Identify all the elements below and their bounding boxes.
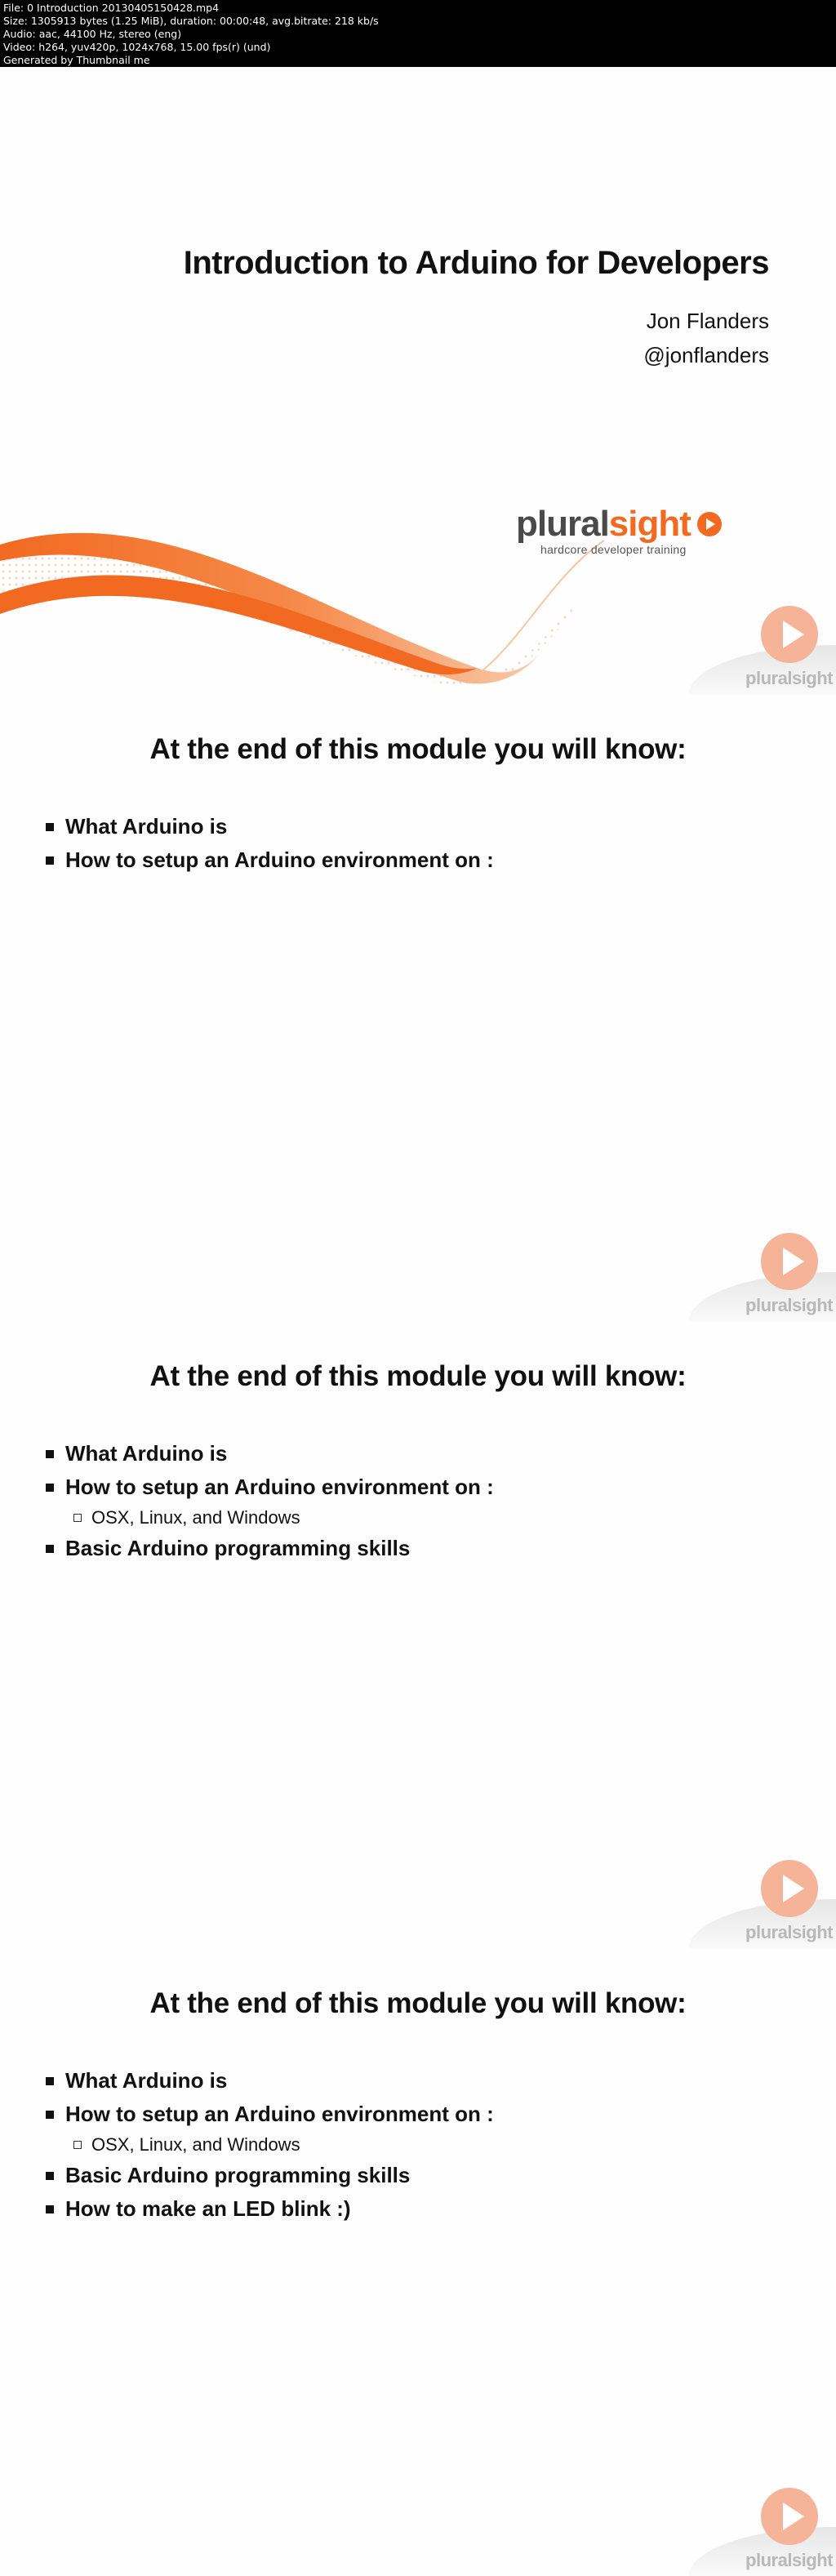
file-info-header: [0, 0, 836, 67]
bullet-list: [46, 1437, 494, 1565]
pluralsight-watermark: [681, 604, 836, 694]
objectives-slide: [0, 694, 836, 1321]
watermark-text: pluralsight: [745, 668, 833, 688]
bullet-list: [46, 2064, 494, 2226]
bullet-item: Basic Arduino programming skills: [46, 1532, 494, 1565]
logo-wordmark: [516, 504, 691, 545]
bullet-item: How to setup an Arduino environment on :: [46, 843, 494, 877]
author-handle: @jonflanders: [643, 343, 769, 367]
course-title: Introduction to Arduino for Developers: [183, 245, 769, 281]
watermark-text: pluralsight: [745, 1922, 833, 1942]
slide-heading: At the end of this module you will know:: [149, 733, 687, 765]
play-icon: [697, 512, 722, 536]
objectives-slide: [0, 1948, 836, 2576]
sub-bullet-item: OSX, Linux, and Windows: [46, 1504, 494, 1532]
pluralsight-watermark: [681, 1858, 836, 1948]
logo-tagline: hardcore developer training: [540, 543, 687, 556]
bullet-item: What Arduino is: [46, 810, 494, 843]
pluralsight-logo: [516, 504, 728, 561]
bullet-list: [46, 810, 494, 877]
pluralsight-watermark: [681, 2486, 836, 2576]
bullet-item: What Arduino is: [46, 1437, 494, 1470]
author-name: Jon Flanders: [646, 309, 769, 333]
pluralsight-watermark: [681, 1231, 836, 1321]
title-slide: [0, 67, 836, 694]
bullet-item: What Arduino is: [46, 2064, 494, 2098]
slide-heading: At the end of this module you will know:: [149, 1360, 687, 1392]
file-info-line: Generated by Thumbnail me: [3, 54, 150, 66]
watermark-text: pluralsight: [745, 2550, 833, 2570]
watermark-text: pluralsight: [745, 1295, 833, 1315]
file-info-line: Video: h264, yuv420p, 1024x768, 15.00 fps(r) (und): [3, 41, 271, 53]
bullet-item: How to make an LED blink :): [46, 2192, 494, 2226]
logo-word-dark: plural: [516, 504, 609, 544]
bullet-item: How to setup an Arduino environment on :: [46, 1470, 494, 1504]
slide-heading: At the end of this module you will know:: [149, 1987, 687, 2019]
play-icon: [761, 2488, 818, 2545]
bullet-item: How to setup an Arduino environment on :: [46, 2098, 494, 2131]
play-icon: [761, 1860, 818, 1917]
file-info-line: Audio: aac, 44100 Hz, stereo (eng): [3, 28, 182, 40]
play-icon: [761, 1233, 818, 1290]
file-info-line: Size: 1305913 bytes (1.25 MiB), duration: 00:00:48, avg.bitrate: 218 kb/s: [3, 15, 379, 27]
logo-word-orange: sight: [608, 504, 691, 544]
author-block: [643, 304, 769, 372]
file-info-line: File: 0 Introduction 20130405150428.mp4: [3, 2, 220, 14]
objectives-slide: [0, 1321, 836, 1948]
play-icon: [761, 606, 818, 663]
sub-bullet-item: OSX, Linux, and Windows: [46, 2131, 494, 2159]
bullet-item: Basic Arduino programming skills: [46, 2159, 494, 2192]
